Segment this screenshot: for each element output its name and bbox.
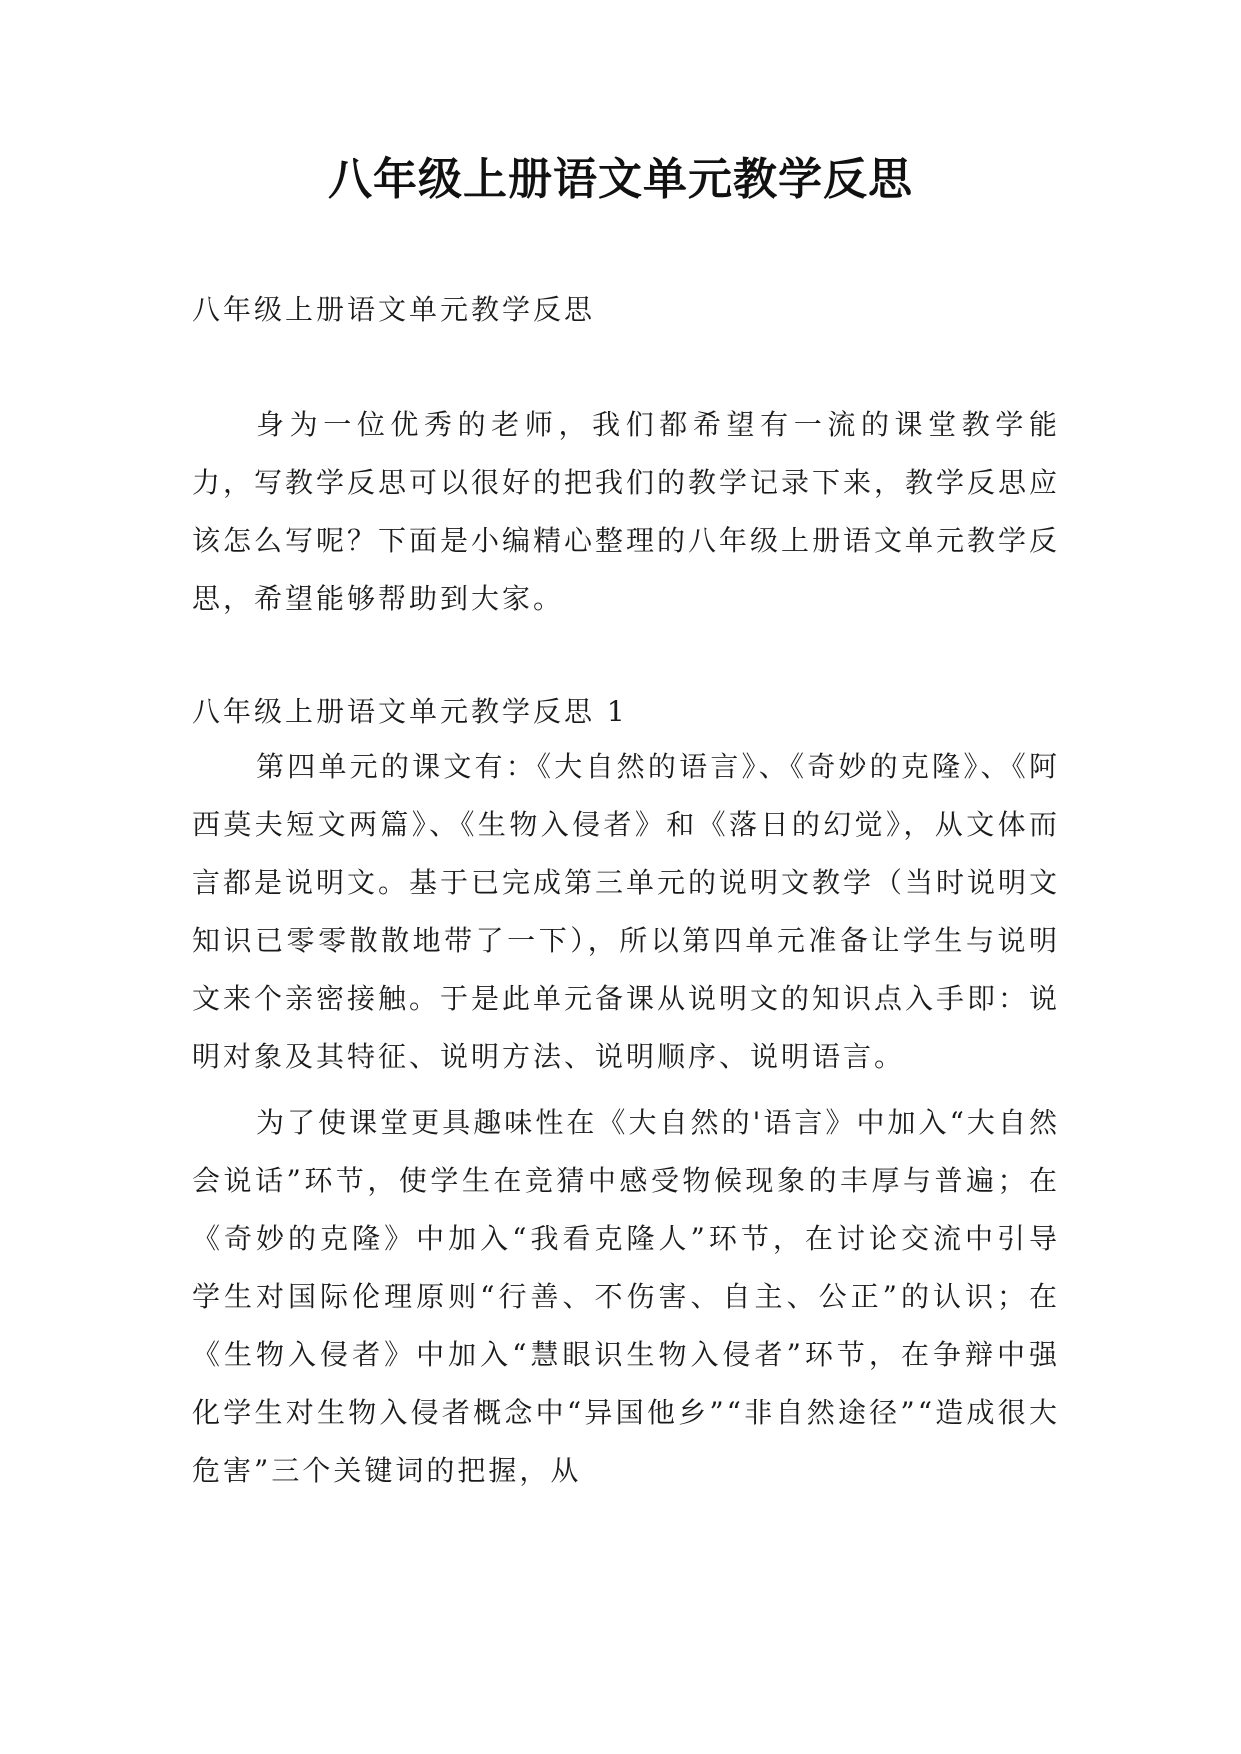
document-body — [192, 288, 1060, 1500]
section-heading: 八年级上册语文单元教学反思 1 — [192, 695, 628, 728]
body-paragraph: 第四单元的课文有：《大自然的语言》、《奇妙的克隆》、《阿西莫夫短文两篇》、《生物入侵者》和《落日的幻觉》，从文体而言都是说明文。基于已完成第三单元的说明文教学（当时说明文知识已零零散散地带了一下），所以第四单元准备让学生与说明文来个亲密接触。于是此单元备课从说明文的知识点入手即：说明对象及其特征、说明方法、说明顺序、说明语言。 — [192, 750, 1061, 1073]
intro-paragraph: 身为一位优秀的老师，我们都希望有一流的课堂教学能力，写教学反思可以很好的把我们的教学记录下来，教学反思应该怎么写呢？下面是小编精心整理的八年级上册语文单元教学反思，希望能够帮助到大家。 — [192, 408, 1061, 615]
body-paragraph: 为了使课堂更具趣味性在《大自然的'语言》中加入“大自然会说话”环节，使学生在竞猜中感受物候现象的丰厚与普遍；在《奇妙的克隆》中加入“我看克隆人”环节，在讨论交流中引导学生对国际伦理原则“行善、不伤害、自主、公正”的认识；在《生物入侵者》中加入“慧眼识生物入侵者”环节，在争辩中强化学生对生物入侵者概念中“异国他乡”“非自然途径”“造成很大危害”三个关键词的把握，从 — [192, 1106, 1060, 1487]
document-subtitle: 八年级上册语文单元教学反思 — [192, 293, 596, 326]
document-title: 八年级上册语文单元教学反思 — [328, 154, 913, 205]
